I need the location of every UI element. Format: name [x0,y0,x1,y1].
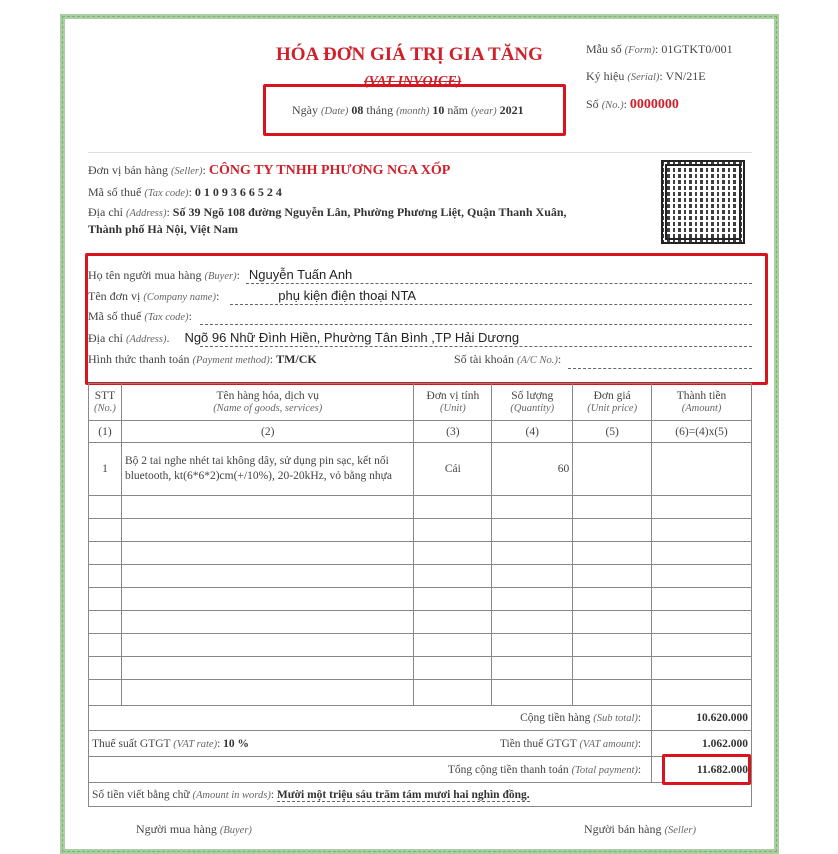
qr-code [661,160,745,244]
table-cell [89,565,122,588]
table-cell [492,588,573,611]
table-cell [492,565,573,588]
empty-row [89,657,752,680]
seller-name: Đơn vị bán hàng (Seller): CÔNG TY TNHH PHƯƠNG NGA XỐP [88,163,451,178]
table-cell [652,634,752,657]
table-cell [652,496,752,519]
buyer-tax-code: Mã số thuế (Tax code): [88,309,192,323]
table-cell [492,634,573,657]
table-cell [89,542,122,565]
table-cell: (2) [121,421,413,443]
table-cell [573,611,652,634]
empty-row [89,542,752,565]
table-cell [652,519,752,542]
empty-row [89,611,752,634]
form-number: Mẫu số (Form): 01GTKT0/001 [586,42,733,56]
table-cell [652,657,752,680]
header-no: STT (No.) [89,384,122,421]
table-cell [652,565,752,588]
table-cell [652,443,752,496]
table-cell [492,680,573,706]
table-cell [492,519,573,542]
table-cell [573,565,652,588]
table-cell [121,611,413,634]
table-header-row [89,384,752,421]
table-cell: (3) [414,421,492,443]
invoice-number: Số (No.): 0000000 [586,97,679,112]
table-cell: 60 [492,443,573,496]
header-amount: Thành tiền (Amount) [652,384,752,421]
table-cell [573,634,652,657]
header-unit: Đơn vị tính (Unit) [414,384,492,421]
table-cell [89,634,122,657]
header-qty: Số lượng (Quantity) [492,384,573,421]
empty-row [89,519,752,542]
invoice-title: HÓA ĐƠN GIÁ TRỊ GIA TĂNG [276,44,543,65]
table-cell: (6)=(4)x(5) [652,421,752,443]
table-cell [414,680,492,706]
table-cell [121,588,413,611]
table-cell [414,588,492,611]
table-cell: Bộ 2 tai nghe nhét tai không dây, sử dụng pin sạc, kết nối bluetooth, kt(6*6*2)cm(+/10%), 20-20kHz, vỏ bằng nhựa [121,443,413,496]
seller-tax-code: Mã số thuế (Tax code): 0 1 0 9 3 6 6 5 2 4 [88,185,282,199]
divider [88,152,752,153]
table-cell [573,443,652,496]
table-cell [414,611,492,634]
table-cell [573,657,652,680]
buyer-address: Địa chỉ (Address). Ngõ 96 Nhữ Đình Hiền, Phường Tân Bình ,TP Hải Dương [88,330,520,345]
table-cell: 1.062.000 [652,731,752,757]
empty-row [89,565,752,588]
table-cell: 1 [89,443,122,496]
table-cell [652,588,752,611]
serial: Ký hiệu (Serial): VN/21E [586,69,706,83]
table-cell: (4) [492,421,573,443]
table-cell [89,588,122,611]
empty-row [89,634,752,657]
invoice-date: Ngày (Date) 08 tháng (month) 10 năm (year) 2021 [292,103,524,117]
buyer-name: Họ tên người mua hàng (Buyer): Nguyễn Tuấn Anh [88,267,353,282]
seller-signature-label: Người bán hàng (Seller) [584,822,697,836]
goods-table [88,383,752,807]
table-cell [573,519,652,542]
header-price: Đơn giá (Unit price) [573,384,652,421]
account-number: Số tài khoản (A/C No.): [454,352,562,366]
table-cell: Tổng cộng tiền thanh toán (Total payment): [89,757,652,783]
subtotal-row [89,706,752,731]
table-cell: Số tiền viết bằng chữ (Amount in words): Mười một triệu sáu trăm tám mươi hai nghìn đồng. [89,783,752,807]
buyer-company: Tên đơn vị (Company name): phụ kiện điện thoại NTA [88,288,417,303]
table-cell: Cái [414,443,492,496]
table-cell [89,496,122,519]
table-cell [121,519,413,542]
table-cell [492,496,573,519]
seller-address-line2: Thành phố Hà Nội, Việt Nam [88,222,239,236]
table-cell [89,519,122,542]
table-cell [573,588,652,611]
table-cell [573,496,652,519]
table-cell [121,542,413,565]
table-cell [89,680,122,706]
date-highlight-box [263,84,566,136]
header-name: Tên hàng hóa, dịch vụ (Name of goods, services) [121,384,413,421]
table-cell [89,657,122,680]
table-cell [573,680,652,706]
table-cell: Thuế suất GTGT (VAT rate): 10 % Tiền thuế GTGT (VAT amount): [89,731,652,757]
table-cell [492,611,573,634]
table-cell: Cộng tiền hàng (Sub total): [89,706,652,731]
table-cell [414,496,492,519]
table-cell [414,519,492,542]
table-cell [414,634,492,657]
table-cell [414,657,492,680]
payment-method: Hình thức thanh toán (Payment method): TM/CK [88,352,317,366]
amount-in-words-row [89,783,752,807]
vat-row [89,731,752,757]
total-highlight-box [662,754,751,785]
column-number-row [89,421,752,443]
empty-row [89,588,752,611]
table-cell [414,565,492,588]
table-cell [652,680,752,706]
table-cell [414,542,492,565]
table-cell [89,611,122,634]
seller-address: Địa chỉ (Address): Số 39 Ngõ 108 đường Nguyễn Lân, Phường Phương Liệt, Quận Thanh Xuân, [88,205,567,219]
table-cell [121,680,413,706]
table-cell [121,657,413,680]
table-row [89,443,752,496]
table-cell [492,542,573,565]
empty-row [89,496,752,519]
buyer-highlight-box [85,253,768,385]
table-cell [121,496,413,519]
table-cell: (1) [89,421,122,443]
empty-row [89,680,752,706]
invoice-subtitle: (VAT INVOICE) [364,74,462,89]
table-cell [573,542,652,565]
total-row [89,757,752,783]
table-cell: 11.682.000 [652,757,752,783]
table-cell [652,542,752,565]
table-cell: (5) [573,421,652,443]
table-cell: 10.620.000 [652,706,752,731]
table-cell [121,634,413,657]
table-cell [652,611,752,634]
table-cell [121,565,413,588]
table-cell [492,657,573,680]
buyer-signature-label: Người mua hàng (Buyer) [136,822,252,836]
